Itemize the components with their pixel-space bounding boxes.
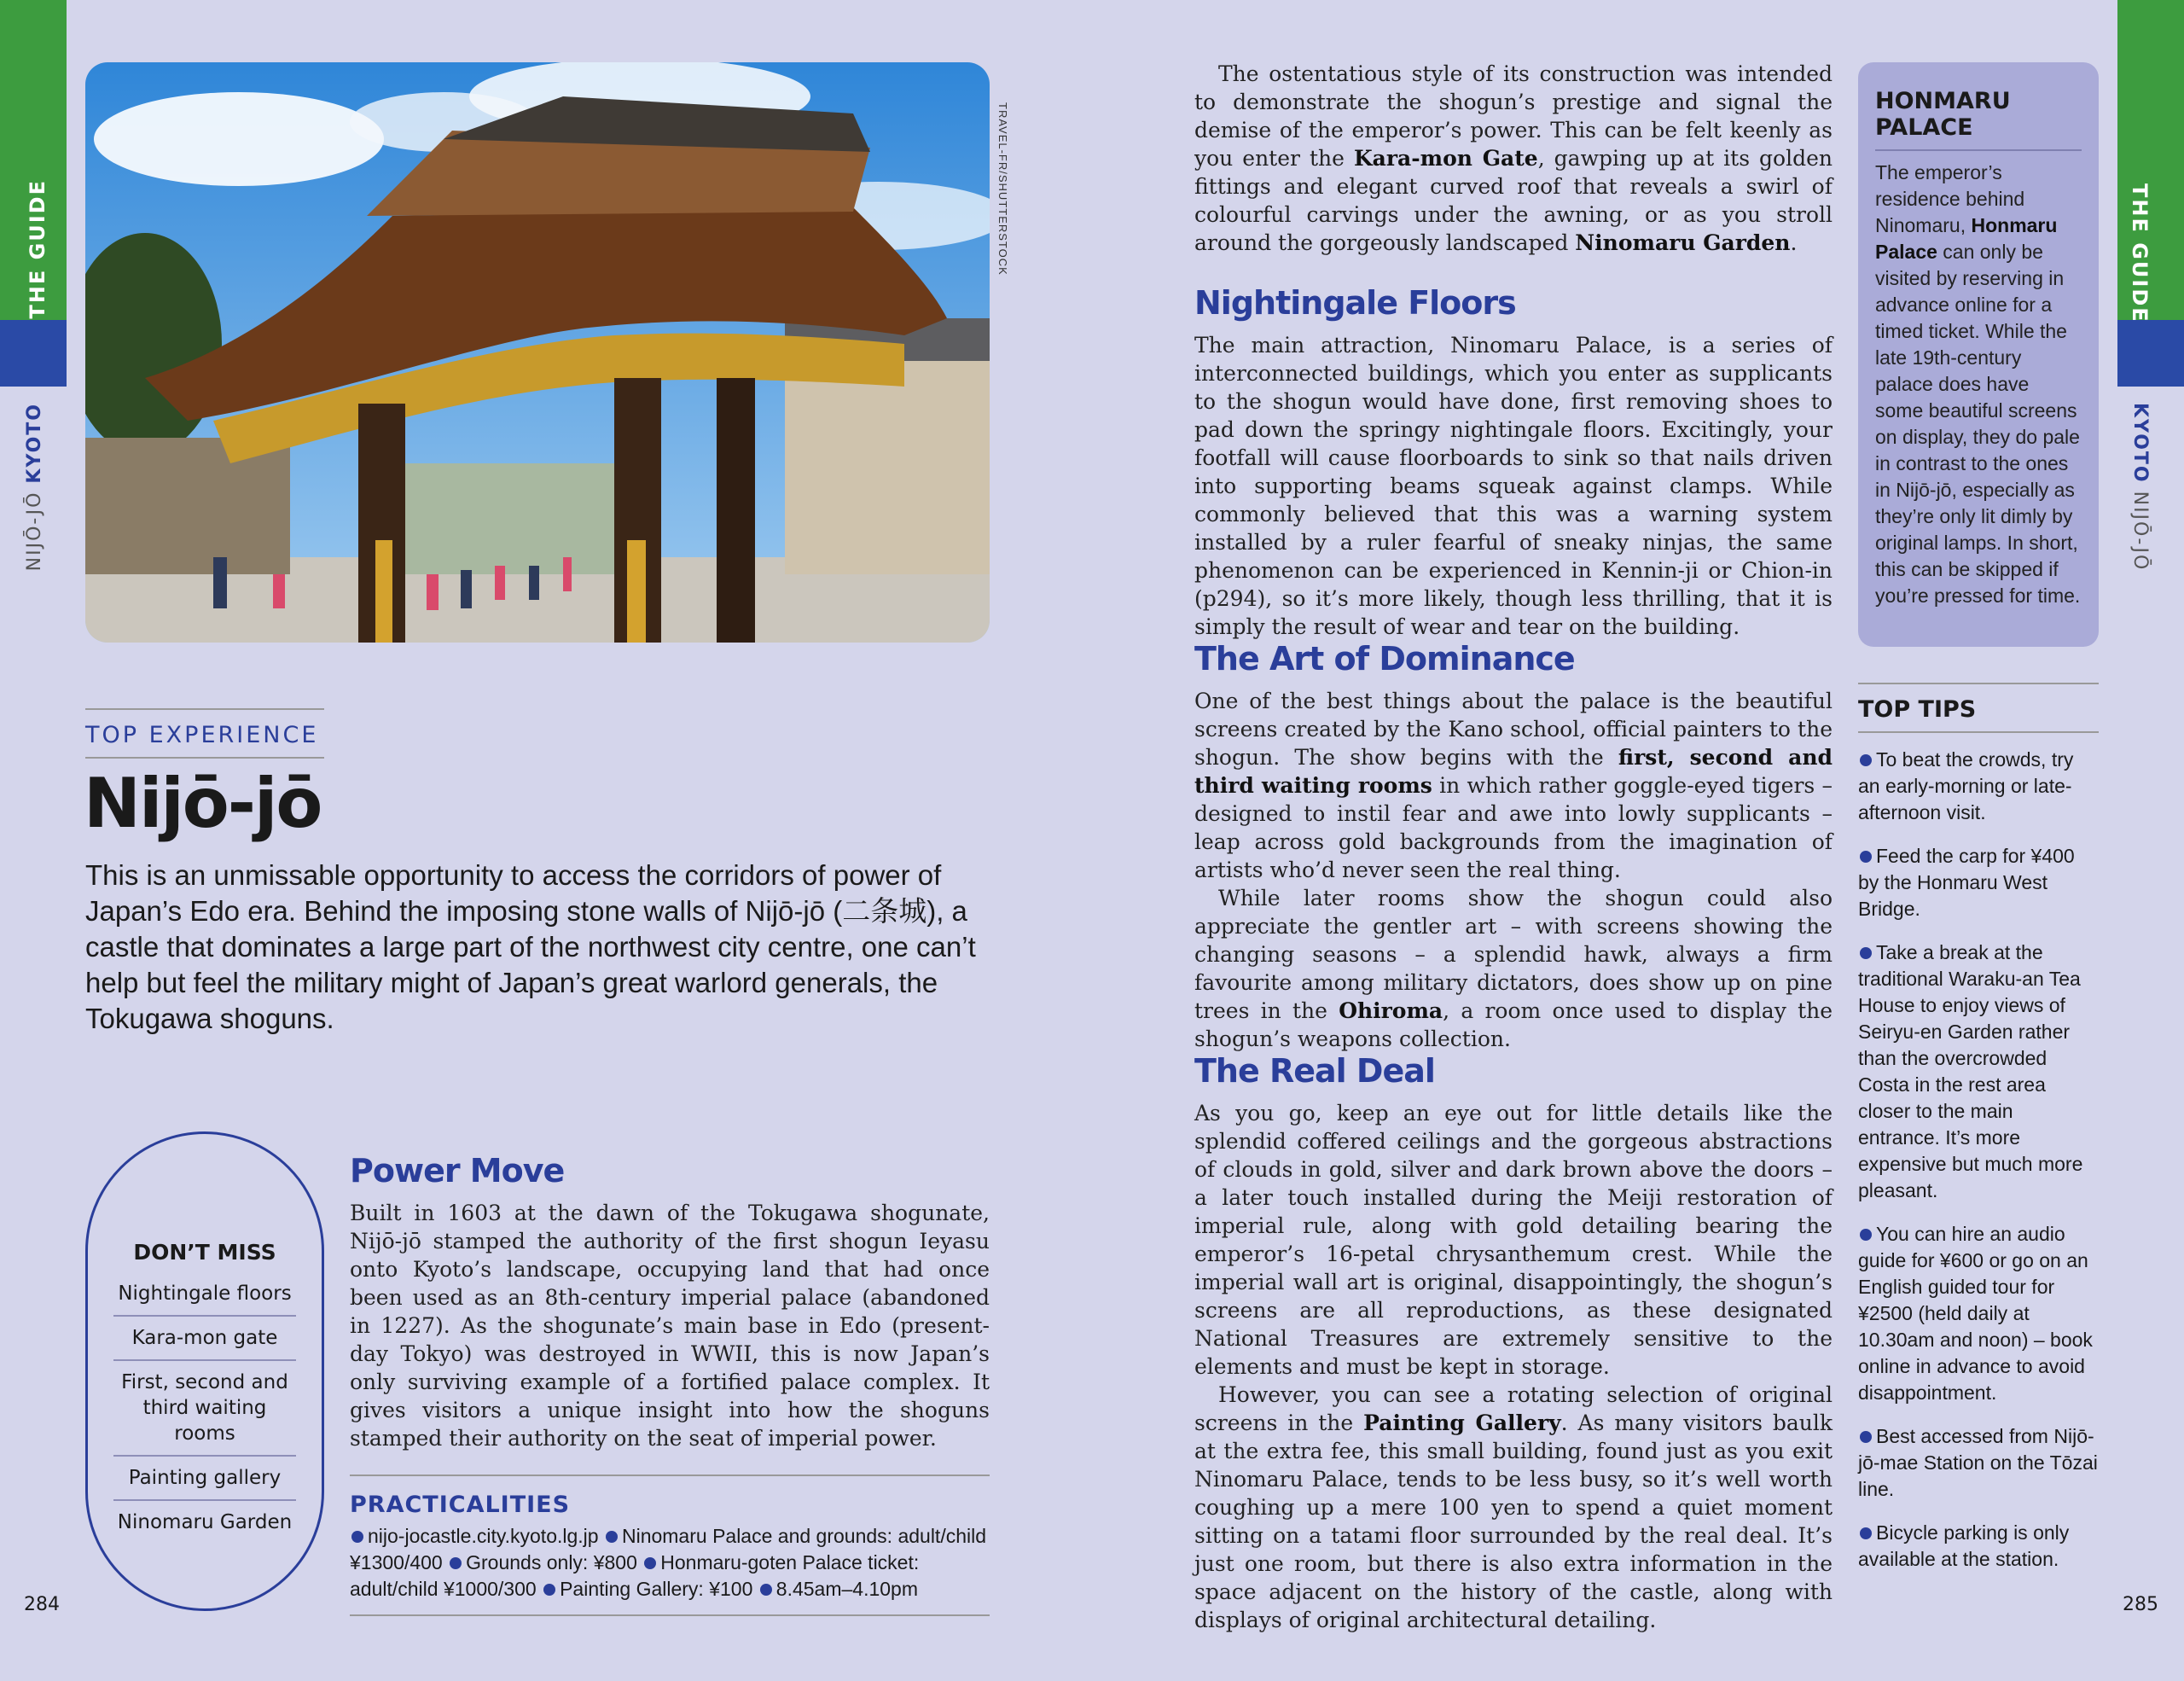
tip-text: Take a break at the traditional Waraku-an Tea House to enjoy views of Seiryu-en Garden rather than the overcrowded Costa in the rest area closer to the main entrance. It’s more expensive but much more pleasant. bbox=[1858, 941, 2083, 1201]
bullet-icon bbox=[1860, 947, 1872, 959]
painting-gallery-bold: Painting Gallery bbox=[1363, 1411, 1561, 1435]
dominance-text-2: in which rather goggle-eyed tigers – designed to instil fear and awe into lowly supplicants – leap across gold backgrounds from the imagination of artists who’d never seen the real thing. bbox=[1194, 773, 1833, 882]
dominance-paragraph-2 bbox=[1194, 884, 1833, 1053]
opening-text-1: The ostentatious style of its construction was intended to demonstrate the shogun’s prestige and signal the demise of the emperor’s power. This can be felt keenly as you enter the bbox=[1194, 61, 1833, 171]
bullet-icon bbox=[1860, 754, 1872, 766]
page-title: Nijō-jō bbox=[84, 764, 322, 843]
bullet-icon bbox=[351, 1531, 363, 1543]
dont-miss-item: First, second and third waiting rooms bbox=[113, 1361, 296, 1457]
dont-miss-heading: DON’T MISS bbox=[133, 1240, 276, 1265]
tip-item bbox=[1858, 843, 2099, 922]
honmaru-text-2: can only be visited by reserving in advance online for a timed ticket. While the late 19th-century palace does have some beautiful screens on display, they do pale in contrast to the ones in Nijō-jō, especially as they’re only lit dimly by original lamps. In short, this can be skipped if you’re pressed for time. bbox=[1875, 241, 2081, 607]
ninomaru-garden-bold: Ninomaru Garden bbox=[1575, 230, 1791, 255]
honmaru-text bbox=[1875, 160, 2082, 609]
guide-label-left: THE GUIDE bbox=[26, 179, 49, 319]
bullet-icon bbox=[1860, 1229, 1872, 1241]
dont-miss-list bbox=[113, 1272, 296, 1544]
bullet-icon bbox=[1860, 1431, 1872, 1443]
real-deal-text bbox=[1194, 1099, 1833, 1634]
practicalities-website: nijo-jocastle.city.kyoto.lg.jp bbox=[368, 1525, 599, 1547]
kara-mon-gate-bold: Kara-mon Gate bbox=[1353, 146, 1538, 171]
photo-credit: TRAVEL-FR/SHUTTERSTOCK bbox=[996, 102, 1009, 276]
nightingale-text bbox=[1194, 331, 1833, 641]
waiting-rooms-bold: first, second and third waiting rooms bbox=[1194, 745, 1833, 798]
top-experience-kicker: TOP EXPERIENCE bbox=[85, 708, 324, 759]
opening-text-3: . bbox=[1790, 230, 1798, 255]
ohiroma-bold: Ohiroma bbox=[1339, 998, 1443, 1023]
power-move-text bbox=[350, 1199, 990, 1452]
practicalities-box bbox=[350, 1475, 990, 1616]
tip-text: To beat the crowds, try an early-morning or late-afternoon visit. bbox=[1858, 748, 2074, 823]
power-move-heading: Power Move bbox=[350, 1152, 565, 1189]
opening-paragraph bbox=[1194, 60, 1833, 257]
practicalities-item: Ninomaru Palace and grounds: adult/child ¥1300/400 bbox=[350, 1525, 987, 1573]
top-tips-list bbox=[1858, 747, 2099, 1573]
real-deal-text-1: However, you can see a rotating selection of original screens in the bbox=[1194, 1382, 1833, 1435]
running-head-left-place: NIJŌ-JŌ bbox=[24, 491, 45, 572]
practicalities-item: Grounds only: ¥800 bbox=[466, 1551, 637, 1573]
tip-text: Feed the carp for ¥400 by the Honmaru West Bridge. bbox=[1858, 845, 2075, 920]
dont-miss-item: Kara-mon gate bbox=[113, 1317, 296, 1361]
dont-miss-item: Nightingale floors bbox=[113, 1272, 296, 1317]
intro-paragraph: This is an unmissable opportunity to access the corridors of power of Japan’s Edo era. Behind the imposing stone walls of Nijō-jō (二条城), a castle that dominates a large part of the northwest city centre, one can’t help but feel the military might of Japan’s great warlord generals, the Tokugawa shoguns. bbox=[85, 859, 976, 1034]
castle-gate-photo bbox=[85, 62, 990, 643]
tip-item bbox=[1858, 1520, 2099, 1573]
opening-text-2: , gawping up at its golden fittings and elegant curved roof that reveals a swirl of colourful carvings under the awning, or as you stroll around the gorgeously landscaped bbox=[1194, 146, 1833, 255]
tip-item bbox=[1858, 939, 2099, 1204]
practicalities-heading: PRACTICALITIES bbox=[350, 1492, 571, 1518]
top-tips-box bbox=[1858, 683, 2099, 1590]
dont-miss-box bbox=[85, 1131, 324, 1611]
dominance-text bbox=[1194, 687, 1833, 1053]
page-number-right: 285 bbox=[2123, 1594, 2158, 1615]
bullet-icon bbox=[450, 1557, 462, 1569]
honmaru-palace-box bbox=[1858, 62, 2099, 647]
bullet-icon bbox=[1860, 1527, 1872, 1539]
running-head-right-city: KYOTO bbox=[2129, 403, 2151, 484]
honmaru-palace-bold: Honmaru Palace bbox=[1875, 214, 2058, 263]
honmaru-text-1: The emperor’s residence behind Ninomaru, bbox=[1875, 161, 2025, 236]
tip-item bbox=[1858, 747, 2099, 826]
bullet-icon bbox=[760, 1584, 772, 1596]
castle-gate-illustration bbox=[85, 62, 990, 643]
real-deal-text-2: . As many visitors baulk at the extra fee, this small building, found just as you exit Ninomaru Palace, tends to be less busy, so it’s well worth coughing up a mere 100 yen to spend a quiet moment sitting on a tatami floor surrounded by the real deal. It’s just one room, but there is also extra information in the space adjacent on the history of the castle, along with displays of original architectural detailing. bbox=[1194, 1411, 1833, 1632]
top-tips-heading: TOP TIPS bbox=[1858, 683, 2099, 733]
dont-miss-item: Ninomaru Garden bbox=[117, 1511, 293, 1533]
power-move-paragraph: Built in 1603 at the dawn of the Tokugawa shogunate, Nijō-jō stamped the authority of the first shogun Ieyasu onto Kyoto’s landscape, occupying land that had once been used as an 8th-century imperial palace (abandoned in 1227). As the shogunate’s main base in Edo (present-day Tokyo) was destroyed in WWII, this is now Japan’s only surviving example of a fortified palace complex. It gives visitors a unique insight into how the shoguns stamped their authority on the seat of imperial power. bbox=[350, 1201, 990, 1451]
tip-item bbox=[1858, 1423, 2099, 1503]
honmaru-heading: HONMARU PALACE bbox=[1875, 88, 2082, 151]
dont-miss-item: Painting gallery bbox=[113, 1457, 296, 1501]
dominance-text-4: , a room once used to display the shogun’s weapons collection. bbox=[1194, 998, 1833, 1051]
running-head-left bbox=[24, 403, 45, 571]
dominance-text-1: One of the best things about the palace is the beautiful screens created by the Kano school, official painters to the shogun. The show begins with the bbox=[1194, 689, 1833, 770]
page-number-left: 284 bbox=[24, 1594, 60, 1615]
real-deal-paragraph-2 bbox=[1194, 1381, 1833, 1634]
running-head-right bbox=[2129, 403, 2151, 571]
running-head-left-city: KYOTO bbox=[24, 403, 45, 484]
tip-text: Best accessed from Nijō-jō-mae Station on the Tōzai line. bbox=[1858, 1425, 2098, 1500]
dominance-text-3: While later rooms show the shogun could also appreciate the gentler art – with screens showing the changing seasons – a splendid hawk, always a firm favourite among military dictators, does show up on pine trees in the bbox=[1194, 886, 1833, 1023]
running-head-right-place: NIJŌ-JŌ bbox=[2129, 491, 2151, 572]
practicalities-item: Painting Gallery: ¥100 bbox=[560, 1578, 753, 1600]
tip-item bbox=[1858, 1221, 2099, 1406]
guide-tab-left-blue bbox=[0, 320, 67, 387]
practicalities-item: Honmaru-goten Palace ticket: adult/child ¥1000/300 bbox=[350, 1551, 920, 1600]
nightingale-paragraph: The main attraction, Ninomaru Palace, is a series of interconnected buildings, which you enter as supplicants to the shogun would have done, first removing shoes to pad down the springy nightingale floors. Excitingly, your footfall will cause floorboards to sink so that nails driven into supporting beams squeak against clamps. While commonly believed that this was a warning system installed by a ruler fearful of sneaky ninjas, the same phenomenon can be experienced in Kennin-ji or Chion-in (p294), so it’s more likely, though less thrilling, that it is simply the result of wear and tear on the building. bbox=[1194, 333, 1833, 639]
bullet-icon bbox=[644, 1557, 656, 1569]
tip-text: Bicycle parking is only available at the station. bbox=[1858, 1521, 2070, 1570]
bullet-icon bbox=[1860, 851, 1872, 863]
guide-label-right: THE GUIDE bbox=[2128, 183, 2152, 323]
real-deal-heading: The Real Deal bbox=[1194, 1052, 1435, 1090]
guide-tab-right-blue bbox=[2117, 320, 2184, 387]
practicalities-text bbox=[350, 1523, 990, 1602]
bullet-icon bbox=[543, 1584, 555, 1596]
bullet-icon bbox=[606, 1531, 618, 1543]
practicalities-hours: 8.45am–4.10pm bbox=[775, 1578, 919, 1600]
dominance-heading: The Art of Dominance bbox=[1194, 640, 1575, 678]
nightingale-heading: Nightingale Floors bbox=[1194, 284, 1516, 322]
opening-text bbox=[1194, 60, 1833, 257]
real-deal-paragraph-1: As you go, keep an eye out for little details like the splendid coffered ceilings and the gorgeous abstractions of clouds in gold, silver and dark brown above the doors – a later touch installed during the Meiji restoration of imperial rule, along with gold detailing bearing the emperor’s 16-petal chrysanthemum crest. While the imperial wall art is original, disappointingly, the shogun’s screens are all reproductions, as these designated National Treasures are extremely sensitive to the elements and must be kept in storage. bbox=[1194, 1101, 1833, 1379]
tip-text: You can hire an audio guide for ¥600 or go on an English guided tour for ¥2500 (held daily at 10.30am and noon) – book online in advance to avoid disappointment. bbox=[1858, 1223, 2093, 1404]
dominance-paragraph-1 bbox=[1194, 687, 1833, 884]
